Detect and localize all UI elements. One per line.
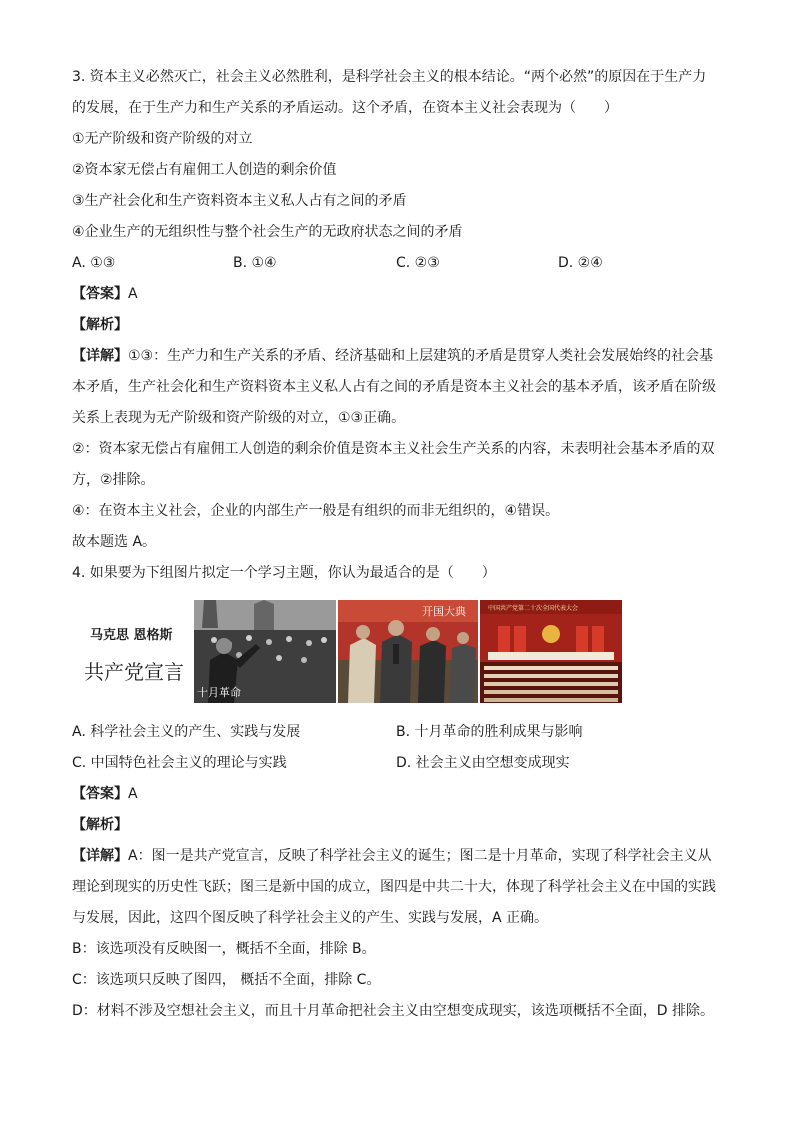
q3-option-d: D. ②④ xyxy=(558,255,603,271)
q4-stem: 4. 如果要为下组图片拟定一个学习主题，你认为最适合的是（ ） xyxy=(72,565,496,581)
q4-option-c: C. 中国特色社会主义的理论与实践 xyxy=(72,755,287,771)
q4-detail-line4: B：该选项没有反映图一，概括不全面，排除 B。 xyxy=(72,941,376,957)
q3-detail-line4: ②：资本家无偿占有雇佣工人创造的剩余价值是资本主义社会生产关系的内容，未表明社会基本矛盾的双 xyxy=(72,441,715,457)
q4-answer-line xyxy=(72,784,138,804)
q4-option-a: A. 科学社会主义的产生、实践与发展 xyxy=(72,724,301,740)
q4-analysis-tag: 【解析】 xyxy=(72,817,128,833)
q3-answer-line xyxy=(72,284,138,304)
q4-detail-line5: C：该选项只反映了图四， 概括不全面，排除 C。 xyxy=(72,972,381,988)
october-revolution-caption: 十月革命 xyxy=(197,686,241,699)
image-communist-manifesto xyxy=(72,600,192,703)
q3-detail-line2: 本矛盾，生产社会化和生产资料资本主义私人占有之间的矛盾是资本主义社会的基本矛盾，该矛盾在阶级 xyxy=(72,379,716,395)
detail-text: A：图一是共产党宣言，反映了科学社会主义的诞生；图二是十月革命，实现了科学社会主义从 xyxy=(128,848,712,864)
detail-text: ①③：生产力和生产关系的矛盾、经济基础和上层建筑的矛盾是贯穿人类社会发展始终的社会基 xyxy=(128,348,714,364)
q3-analysis-tag: 【解析】 xyxy=(72,317,128,333)
manifesto-title: 共产党宣言 xyxy=(84,660,184,684)
q3-item-3: ③生产社会化和生产资料资本主义私人占有之间的矛盾 xyxy=(72,193,407,209)
q4-detail-line1 xyxy=(72,846,712,866)
q4-detail-line2: 理论到现实的历史性飞跃；图三是新中国的成立，图四是中共二十大，体现了科学社会主义在中国的实践 xyxy=(72,879,716,895)
q4-option-d: D. 社会主义由空想变成现实 xyxy=(396,755,570,771)
answer-value: A xyxy=(128,286,138,302)
founding-ceremony-caption: 开国大典 xyxy=(422,605,466,618)
q3-item-4: ④企业生产的无组织性与整个社会生产的无政府状态之间的矛盾 xyxy=(72,224,463,240)
q3-detail-line3: 关系上表现为无产阶级和资产阶级的对立，①③正确。 xyxy=(72,410,406,426)
party-congress-photo xyxy=(480,600,622,703)
q3-detail-line1 xyxy=(72,346,713,366)
q3-stem-line1: 3. 资本主义必然灭亡，社会主义必然胜利，是科学社会主义的根本结论。“两个必然”的原因在于生产力 xyxy=(72,69,707,85)
q3-detail-line5: 方，②排除。 xyxy=(72,472,155,488)
q3-stem-line2: 的发展，在于生产力和生产关系的矛盾运动。这个矛盾，在资本主义社会表现为（ ） xyxy=(72,100,618,116)
answer-tag: 【答案】 xyxy=(72,286,128,302)
manifesto-authors: 马克思 恩格斯 xyxy=(90,628,173,643)
q3-detail-line6: ④：在资本主义社会，企业的内部生产一般是有组织的而非无组织的，④错误。 xyxy=(72,503,560,519)
q3-item-2: ②资本家无偿占有雇佣工人创造的剩余价值 xyxy=(72,162,337,178)
image-founding-ceremony xyxy=(338,600,478,703)
answer-value: A xyxy=(128,786,138,802)
q3-item-1: ①无产阶级和资产阶级的对立 xyxy=(72,131,253,147)
party-congress-banner: 中国共产党第二十次全国代表大会 xyxy=(488,605,579,612)
detail-tag: 【详解】 xyxy=(72,848,128,864)
answer-tag: 【答案】 xyxy=(72,786,128,802)
q4-option-b: B. 十月革命的胜利成果与影响 xyxy=(396,724,583,740)
q4-detail-line6: D：材料不涉及空想社会主义，而且十月革命把社会主义由空想变成现实，该选项概括不全面，D 排除。 xyxy=(72,1003,715,1019)
image-20th-party-congress xyxy=(480,600,622,703)
image-october-revolution xyxy=(194,600,336,703)
q4-detail-line3: 与发展，因此，这四个图反映了科学社会主义的产生、实践与发展，A 正确。 xyxy=(72,910,549,926)
q3-option-c: C. ②③ xyxy=(396,255,440,271)
q3-option-a: A. ①③ xyxy=(72,255,116,271)
detail-tag: 【详解】 xyxy=(72,348,128,364)
q3-option-b: B. ①④ xyxy=(233,255,277,271)
q3-conclusion: 故本题选 A。 xyxy=(72,534,157,550)
